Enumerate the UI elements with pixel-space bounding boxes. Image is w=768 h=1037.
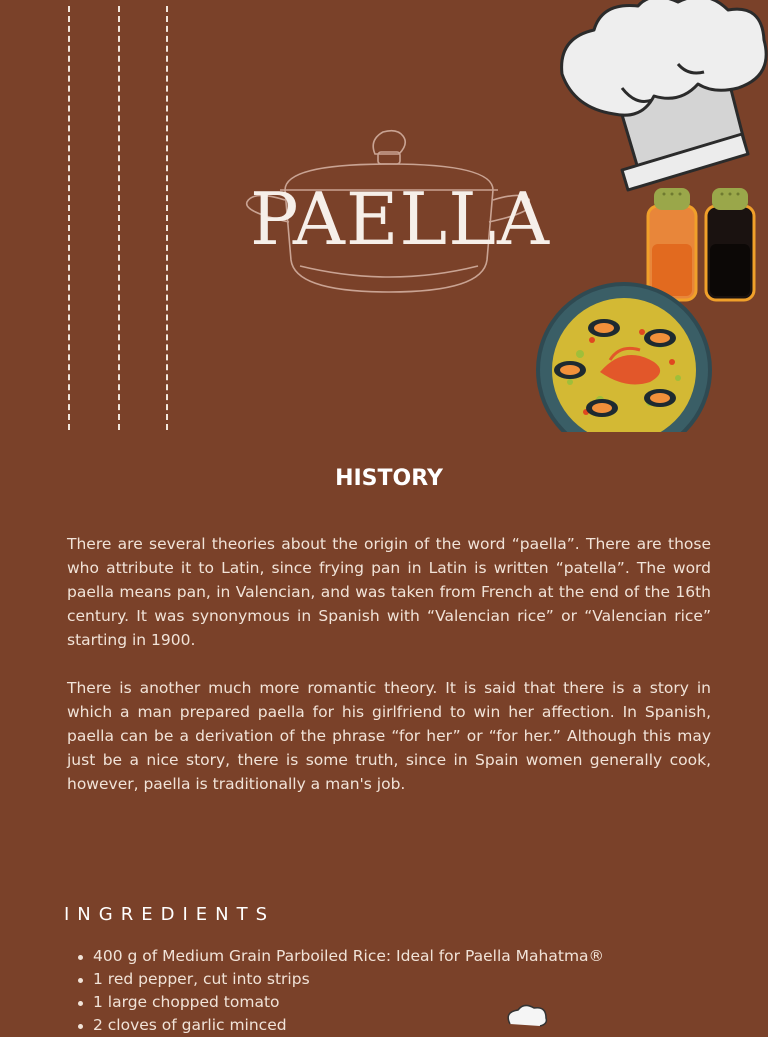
chef-hat-icon <box>552 0 768 192</box>
paella-pan-icon <box>530 282 712 432</box>
list-item: 1 red pepper, cut into strips <box>74 968 604 991</box>
list-item: 400 g of Medium Grain Parboiled Rice: Ideal for Paella Mahatma® <box>74 945 604 968</box>
ingredients-heading: INGREDIENTS <box>64 904 276 925</box>
history-paragraph: There is another much more romantic theory. It is said that there is a story in which a man prepared paella for his girlfriend to win her affection. In Spanish, paella can be a derivation of the phrase “for her” or “for her.” Although this may just be a nice story, there is some truth, since in Spain women generally cook, however, paella is traditionally a man's job. <box>67 679 711 793</box>
chef-hat-icon <box>504 1004 552 1028</box>
list-item: 2 cloves of garlic minced <box>74 1014 604 1037</box>
history-heading: HISTORY <box>335 466 443 491</box>
history-paragraph: There are several theories about the origin of the word “paella”. There are those who attribute it to Latin, since frying pan in Latin is written “patella”. The word paella means pan, in Valencian, and was taken from French at the end of the 16th century. It was synonymous in Spanish with “Valencian rice” or “Valencian rice” starting in 1900. <box>67 535 711 649</box>
list-item: 1 large chopped tomato <box>74 991 604 1014</box>
page-title: PAELLA <box>249 177 550 261</box>
